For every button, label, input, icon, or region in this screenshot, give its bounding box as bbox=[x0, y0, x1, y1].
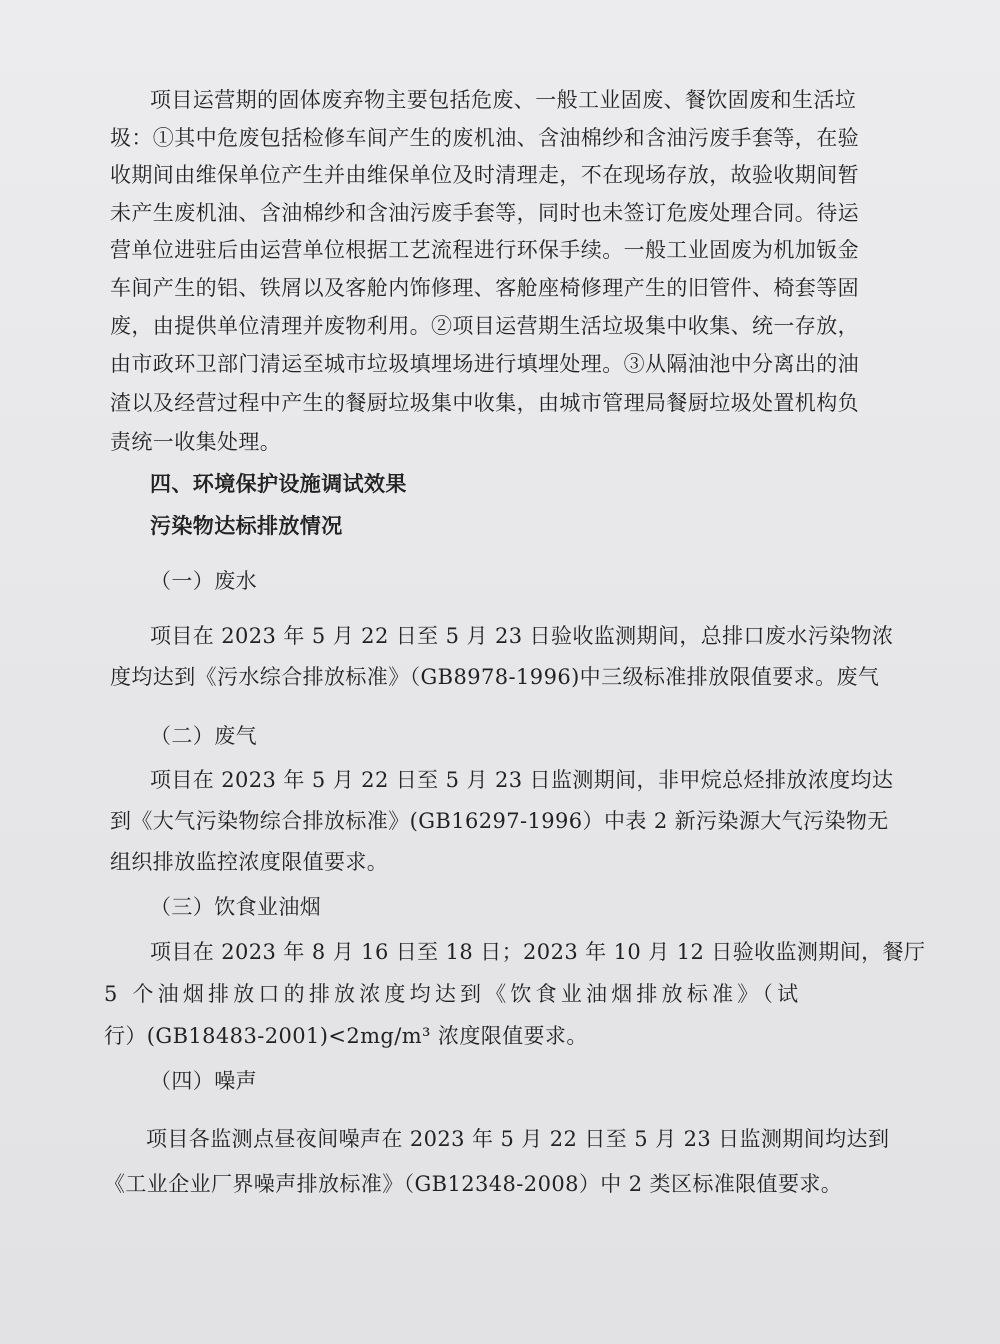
paragraph-line: 组织排放监控浓度限值要求。 bbox=[110, 850, 389, 874]
paragraph-line: 项目运营期的固体废弃物主要包括危废、一般工业固废、餐饮固废和生活垃 bbox=[150, 88, 857, 112]
paragraph-line: 项目在 2023 年 5 月 22 日至 5 月 23 日验收监测期间，总排口废水污染物浓 bbox=[150, 624, 894, 648]
paragraph-line: 项目在 2023 年 8 月 16 日至 18 日；2023 年 10 月 12 日验收监测期间，餐厅 bbox=[150, 940, 926, 964]
paragraph-line: 度均达到《污水综合排放标准》（GB8978-1996)中三级标准排放限值要求。废气 bbox=[110, 665, 880, 689]
paragraph-line: 责统一收集处理。 bbox=[110, 430, 282, 454]
paragraph-line: 5 个油烟排放口的排放浓度均达到《饮食业油烟排放标准》（试 bbox=[104, 982, 803, 1006]
subsection-heading: 污染物达标排放情况 bbox=[150, 513, 343, 538]
wastewater-heading: （一）废水 bbox=[150, 569, 257, 593]
paragraph-line: 圾：①其中危废包括检修车间产生的废机油、含油棉纱和含油污废手套等，在验 bbox=[110, 126, 859, 150]
noise-heading: （四）噪声 bbox=[150, 1069, 257, 1093]
paragraph-line: 行）(GB18483-2001)<2mg/m³ 浓度限值要求。 bbox=[104, 1024, 588, 1048]
paragraph-line: 由市政环卫部门清运至城市垃圾填埋场进行填埋处理。③从隔油池中分离出的油 bbox=[110, 352, 859, 376]
paragraph-line: 废，由提供单位清理并废物利用。②项目运营期生活垃圾集中收集、统一存放， bbox=[110, 314, 859, 338]
paragraph-line: 项目各监测点昼夜间噪声在 2023 年 5 月 22 日至 5 月 23 日监测期间均达到 bbox=[146, 1127, 890, 1151]
paragraph-line: 渣以及经营过程中产生的餐厨垃圾集中收集，由城市管理局餐厨垃圾处置机构负 bbox=[110, 391, 859, 415]
paragraph-line: 收期间由维保单位产生并由维保单位及时清理走，不在现场存放，故验收期间暂 bbox=[110, 163, 859, 187]
paragraph-line: 车间产生的铝、铁屑以及客舱内饰修理、客舱座椅修理产生的旧管件、椅套等固 bbox=[110, 276, 859, 300]
exhaust-gas-heading: （二）废气 bbox=[150, 724, 257, 748]
cooking-fume-heading: （三）饮食业油烟 bbox=[150, 895, 322, 919]
paragraph-line: 《工业企业厂界噪声排放标准》（GB12348-2008）中 2 类区标准限值要求。 bbox=[104, 1172, 843, 1196]
paragraph-line: 营单位进驻后由运营单位根据工艺流程进行环保手续。一般工业固废为机加钣金 bbox=[110, 238, 859, 262]
section-heading: 四、环境保护设施调试效果 bbox=[150, 471, 407, 496]
paragraph-line: 到《大气污染物综合排放标准》(GB16297-1996）中表 2 新污染源大气污染物无 bbox=[110, 809, 889, 833]
paragraph-line: 项目在 2023 年 5 月 22 日至 5 月 23 日监测期间，非甲烷总烃排放浓度均达 bbox=[150, 768, 894, 792]
paragraph-line: 未产生废机油、含油棉纱和含油污废手套等，同时也未签订危废处理合同。待运 bbox=[110, 201, 859, 225]
